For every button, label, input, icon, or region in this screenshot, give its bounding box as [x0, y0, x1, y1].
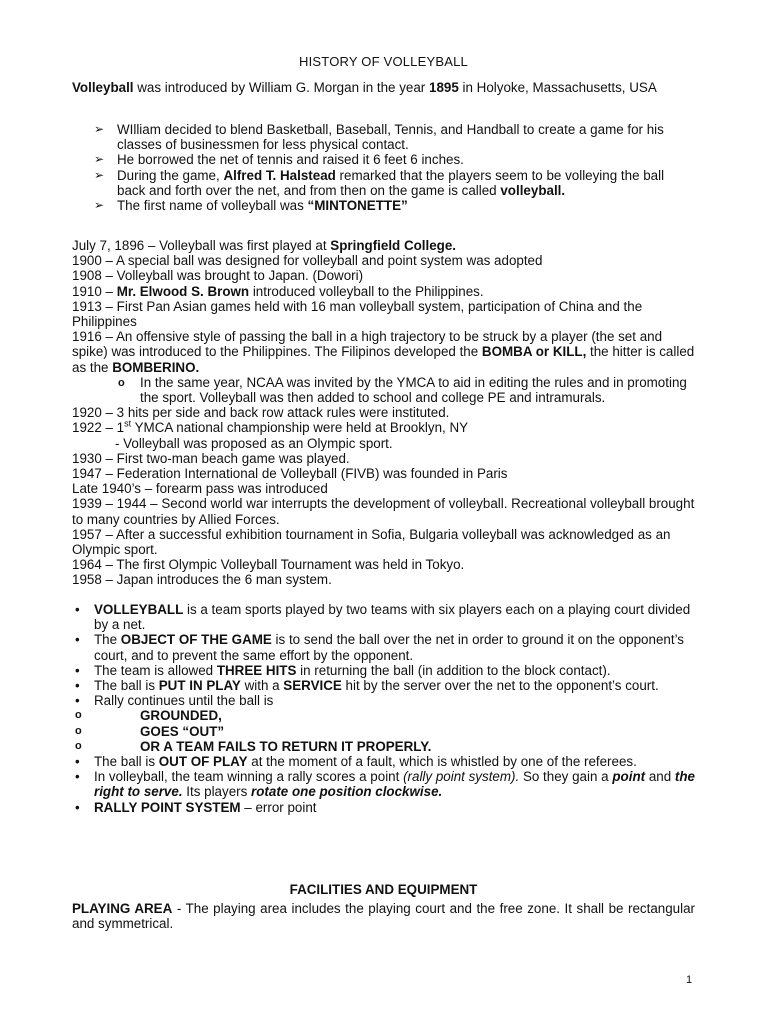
- list-item: • The ball is OUT OF PLAY at the moment of a fault, which is whistled by one of the referees.: [75, 754, 637, 770]
- intro-paragraph: [72, 80, 695, 95]
- dot-bullet-icon: •: [75, 602, 80, 617]
- timeline-entry: 1922 – 1st YMCA national championship were held at Brooklyn, NY: [72, 418, 469, 436]
- dot-bullet-icon: •: [75, 754, 80, 770]
- arrow-bullet-icon: ➢: [94, 167, 105, 182]
- list-item: • Rally continues until the ball is: [75, 693, 274, 709]
- timeline-entry: 1964 – The first Olympic Volleyball Tournament was held in Tokyo.: [72, 557, 465, 573]
- timeline-entry: 1900 – A special ball was designed for volleyball and point system was adopted: [72, 253, 543, 269]
- timeline-entry: 1916 – An offensive style of passing the ball in a high trajectory to be struck by a player (the set and spike) was introduced to the Philippines. The Filipinos developed the BOMBA or KILL, the hitter is called as the BOMBERINO.: [72, 329, 695, 375]
- intro-text: was introduced by William G. Morgan in the year: [133, 80, 429, 95]
- intro-text-location: in Holyoke, Massachusetts, USA: [458, 80, 657, 95]
- dot-bullet-icon: •: [75, 799, 80, 815]
- list-subitem: o GOES “OUT”: [75, 723, 225, 739]
- list-subitem: o GROUNDED,: [75, 708, 222, 724]
- arrow-bullet-icon: ➢: [94, 122, 105, 136]
- timeline-entry: 1958 – Japan introduces the 6 man system.: [72, 572, 332, 588]
- dot-bullet-icon: •: [75, 693, 80, 709]
- timeline-entry: 1957 – After a successful exhibition tournament in Sofia, Bulgaria volleyball was acknowledged as an Olympic sport.: [72, 526, 671, 558]
- timeline-section: [72, 238, 695, 588]
- list-item: ➢ WIlliam decided to blend Basketball, Baseball, Tennis, and Handball to create a game for his classes of businessmen for less physical contact.: [94, 122, 664, 153]
- circle-bullet-icon: o: [75, 739, 82, 752]
- intro-bold-year: 1895: [429, 80, 459, 95]
- list-subitem: o OR A TEAM FAILS TO RETURN IT PROPERLY.: [75, 738, 432, 754]
- list-item: ➢ During the game, Alfred T. Halstead remarked that the players seem to be volleying the ball back and forth over the net, and from then on the game is called volleyball.: [94, 167, 665, 198]
- page-number: 1: [686, 974, 693, 986]
- timeline-entry: 1947 – Federation International de Volleyball (FIVB) was founded in Paris: [72, 466, 508, 482]
- timeline-entry: 1930 – First two-man beach game was played.: [72, 450, 350, 466]
- dot-bullet-icon: •: [75, 678, 80, 694]
- arrow-bullet-icon: ➢: [94, 152, 105, 167]
- list-item: • The OBJECT OF THE GAME is to send the ball over the net in order to ground it on the opponent’s court, and to prevent the same effort by the opponent.: [75, 632, 684, 663]
- arrow-bullet-icon: ➢: [94, 198, 105, 213]
- playing-area-paragraph: PLAYING AREA - The playing area includes the playing court and the free zone. It shall be rectangular and symmetrical.: [72, 901, 695, 932]
- dot-bullet-icon: •: [75, 632, 80, 648]
- timeline-entry: - Volleyball was proposed as an Olympic sport.: [115, 435, 393, 451]
- list-item: • In volleyball, the team winning a rally scores a point (rally point system). So they gain a point and the right to serve. Its players rotate one position clockwise.: [75, 769, 695, 800]
- document-page: [72, 0, 695, 1024]
- timeline-entry: Late 1940’s – forearm pass was introduced: [72, 481, 328, 497]
- timeline-subitem: o In the same year, NCAA was invited by the YMCA to aid in editing the rules and in promoting the sport. Volleyball was then added to school and college PE and intramurals.: [118, 374, 687, 406]
- rules-list: [72, 602, 695, 815]
- timeline-entry: 1910 – Mr. Elwood S. Brown introduced volleyball to the Philippines.: [72, 283, 484, 299]
- list-item: ➢ He borrowed the net of tennis and raised it 6 feet 6 inches.: [94, 152, 464, 168]
- circle-bullet-icon: o: [118, 376, 125, 389]
- list-item: • VOLLEYBALL is a team sports played by two teams with six players each on a playing court divided by a net.: [75, 602, 691, 633]
- timeline-entry: 1908 – Volleyball was brought to Japan. (Dowori): [72, 268, 364, 284]
- list-item: ➢ The first name of volleyball was “MINTONETTE”: [94, 198, 408, 214]
- timeline-entry: 1920 – 3 hits per side and back row attack rules were instituted.: [72, 405, 450, 421]
- dot-bullet-icon: •: [75, 662, 80, 678]
- list-item: • The ball is PUT IN PLAY with a SERVICE hit by the server over the net to the opponent’s court.: [75, 678, 659, 694]
- timeline-entry: 1913 – First Pan Asian games held with 16 man volleyball system, participation of China and the Philippines: [72, 298, 643, 330]
- intro-bold-volleyball: Volleyball: [72, 80, 134, 95]
- origin-list: [72, 122, 695, 213]
- circle-bullet-icon: o: [75, 709, 82, 722]
- dot-bullet-icon: •: [75, 769, 80, 785]
- section-heading-facilities: FACILITIES AND EQUIPMENT: [289, 882, 478, 897]
- timeline-entry: July 7, 1896 – Volleyball was first played at Springfield College.: [72, 238, 457, 253]
- list-item: • The team is allowed THREE HITS in returning the ball (in addition to the block contact).: [75, 662, 611, 678]
- timeline-entry: 1939 – 1944 – Second world war interrupts the development of volleyball. Recreational volleyball brought to many countries by Allied Forces.: [72, 496, 695, 527]
- page-title: HISTORY OF VOLLEYBALL: [299, 54, 468, 69]
- list-item: • RALLY POINT SYSTEM – error point: [75, 799, 317, 815]
- circle-bullet-icon: o: [75, 724, 82, 737]
